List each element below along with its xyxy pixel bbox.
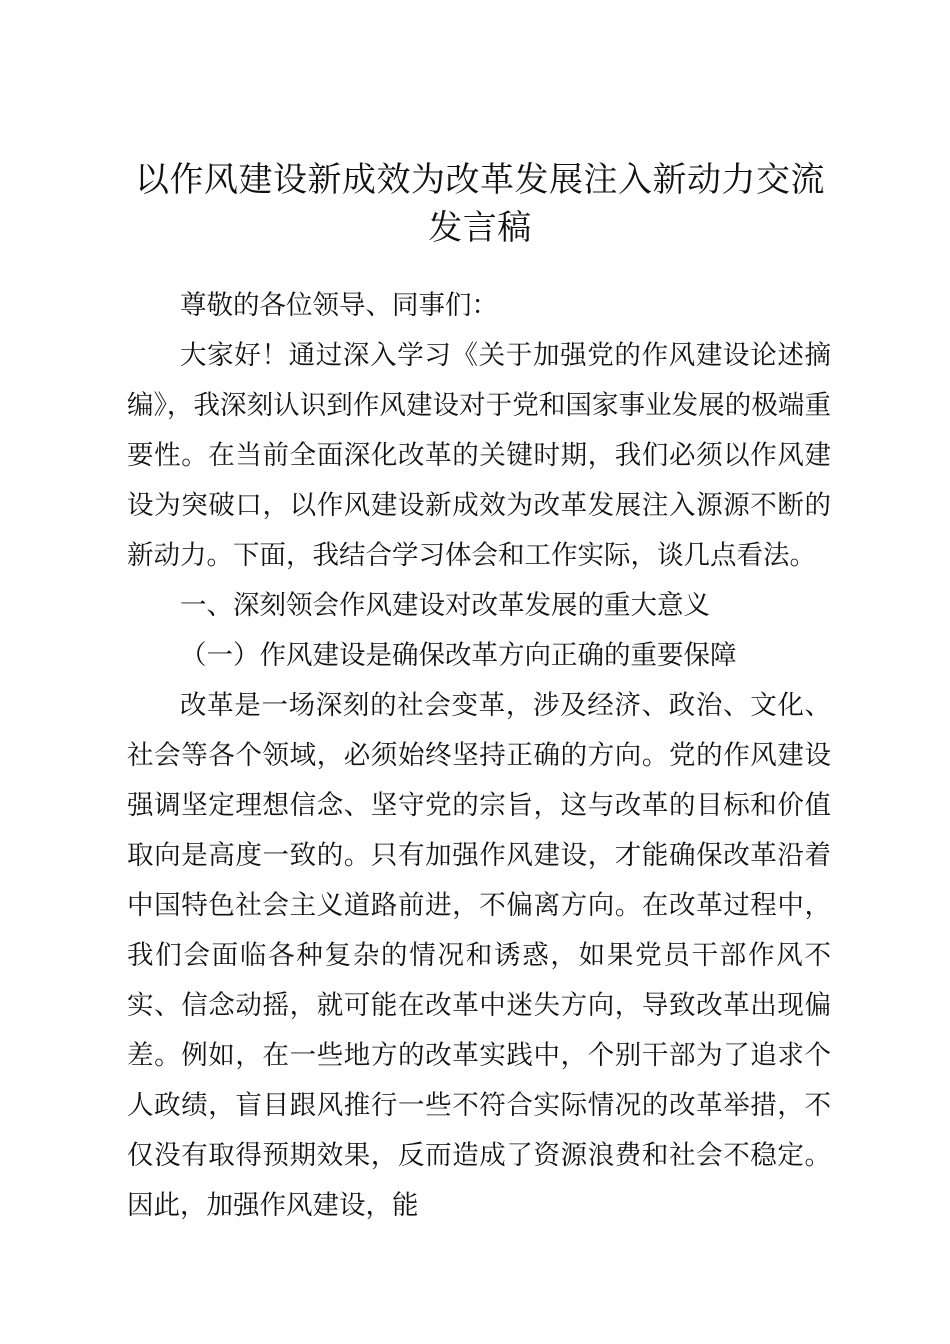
document-body [127, 281, 831, 1231]
salutation: 尊敬的各位领导、同事们： [180, 290, 498, 321]
section-heading: 一、深刻领会作风建设对改革发展的重大意义 [180, 590, 710, 621]
intro-paragraph: 大家好！通过深入学习《关于加强党的作风建设论述摘编》，我深刻认识到作风建设对于党和国家事业发展的极端重要性。在当前全面深化改革的关键时期，我们必须以作风建设为突破口，以作风建设新成效为改革发展注入源源不断的新动力。下面，我结合学习体会和工作实际，谈几点看法。 [127, 340, 831, 571]
document-title [120, 156, 840, 252]
title-line-1: 以作风建设新成效为改革发展注入新动力交流 [135, 160, 825, 200]
body-paragraph: 改革是一场深刻的社会变革，涉及经济、政治、文化、社会等各个领域，必须始终坚持正确的方向。党的作风建设强调坚定理想信念、坚守党的宗旨，这与改革的目标和价值取向是高度一致的。只有加强作风建设，才能确保改革沿着中国特色社会主义道路前进，不偏离方向。在改革过程中，我们会面临各种复杂的情况和诱惑，如果党员干部作风不实、信念动摇，就可能在改革中迷失方向，导致改革出现偏差。例如，在一些地方的改革实践中，个别干部为了追求个人政绩，盲目跟风推行一些不符合实际情况的改革举措，不仅没有取得预期效果，反而造成了资源浪费和社会不稳定。因此，加强作风建设，能 [127, 690, 831, 1221]
title-line-2: 发言稿 [428, 208, 532, 248]
subsection-heading: （一）作风建设是确保改革方向正确的重要保障 [180, 640, 737, 671]
